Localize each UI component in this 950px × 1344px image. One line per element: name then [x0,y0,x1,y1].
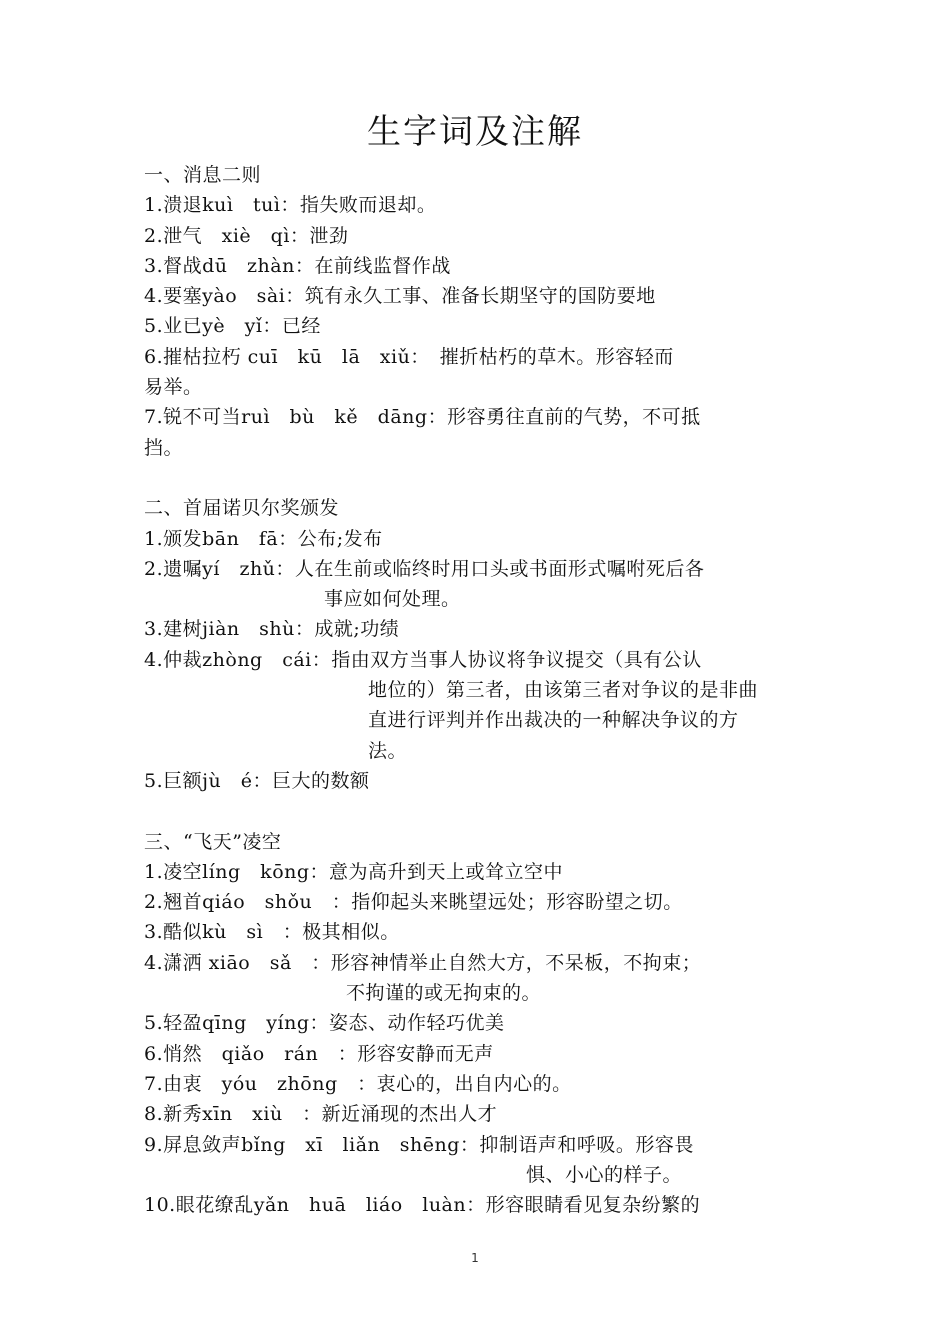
vocab-entry: 4.仲裁zhòng cái：指由双方当事人协议将争议提交（具有公认 [144,648,702,671]
vocab-entry-continuation: 法。 [368,739,408,762]
page-title: 生字词及注解 [367,112,583,152]
vocab-entry-continuation: 挡。 [144,436,184,459]
section-heading: 三、“飞天”凌空 [144,830,282,853]
vocab-entry-continuation: 直进行评判并作出裁决的一种解决争议的方 [368,709,739,732]
vocab-entry: 4.要塞yào sài：筑有永久工事、准备长期坚守的国防要地 [144,285,656,308]
vocab-entry: 1.颁发bān fā：公布;发布 [144,527,383,550]
vocab-entry: 1.凌空líng kōng：意为高升到天上或耸立空中 [144,860,564,883]
vocab-entry: 5.巨额jù é：巨大的数额 [144,769,370,792]
vocab-entry: 2.泄气 xiè qì：泄劲 [144,224,349,247]
vocab-entry: 4.潇洒 xiāo sǎ ：形容神情举止自然大方，不呆板，不拘束； [144,951,702,974]
vocab-entry: 6.悄然 qiǎo rán ：形容安静而无声 [144,1042,494,1065]
vocab-entry: 10.眼花缭乱yǎn huā liáo luàn：形容眼睛看见复杂纷繁的 [144,1194,701,1217]
vocab-entry: 3.督战dū zhàn：在前线监督作战 [144,254,451,277]
vocab-entry: 2.翘首qiáo shǒu ：指仰起头来眺望远处；形容盼望之切。 [144,891,683,914]
vocabulary-list [144,160,814,1220]
vocab-entry-continuation: 事应如何处理。 [324,588,461,611]
vocab-entry: 1.溃退kuì tuì：指失败而退却。 [144,194,437,217]
section-heading: 二、首届诺贝尔奖颁发 [144,497,340,520]
vocab-entry: 3.酷似kù sì ：极其相似。 [144,921,400,944]
vocab-entry: 5.业已yè yǐ：已经 [144,315,321,338]
vocab-entry: 7.锐不可当ruì bù kě dāng：形容勇往直前的气势，不可抵 [144,406,701,429]
vocab-entry-continuation: 易举。 [144,376,203,399]
section-heading: 一、消息二则 [144,164,262,186]
vocab-entry-continuation: 不拘谨的或无拘束的。 [346,982,542,1005]
vocab-entry: 2.遗嘱yí zhǔ：人在生前或临终时用口头或书面形式嘱咐死后各 [144,557,705,580]
vocab-entry: 9.屏息敛声bǐng xī liǎn shēng：抑制语声和呼吸。形容畏 [144,1133,694,1156]
vocab-entry: 8.新秀xīn xiù ：新近涌现的杰出人才 [144,1103,498,1126]
vocab-entry-continuation: 地位的）第三者，由该第三者对争议的是非曲 [368,679,759,702]
spacer [144,796,814,826]
vocab-entry-continuation: 惧、小心的样子。 [526,1163,683,1186]
spacer [144,463,814,493]
page-number: 1 [471,1251,479,1265]
vocab-entry: 7.由衷 yóu zhōng ：衷心的，出自内心的。 [144,1072,572,1095]
vocab-entry: 5.轻盈qīng yíng：姿态、动作轻巧优美 [144,1012,505,1035]
vocab-entry: 3.建树jiàn shù：成就;功绩 [144,618,400,641]
vocab-entry: 6.摧枯拉朽 cuī kū lā xiǔ： 摧折枯朽的草木。形容轻而 [144,345,674,368]
